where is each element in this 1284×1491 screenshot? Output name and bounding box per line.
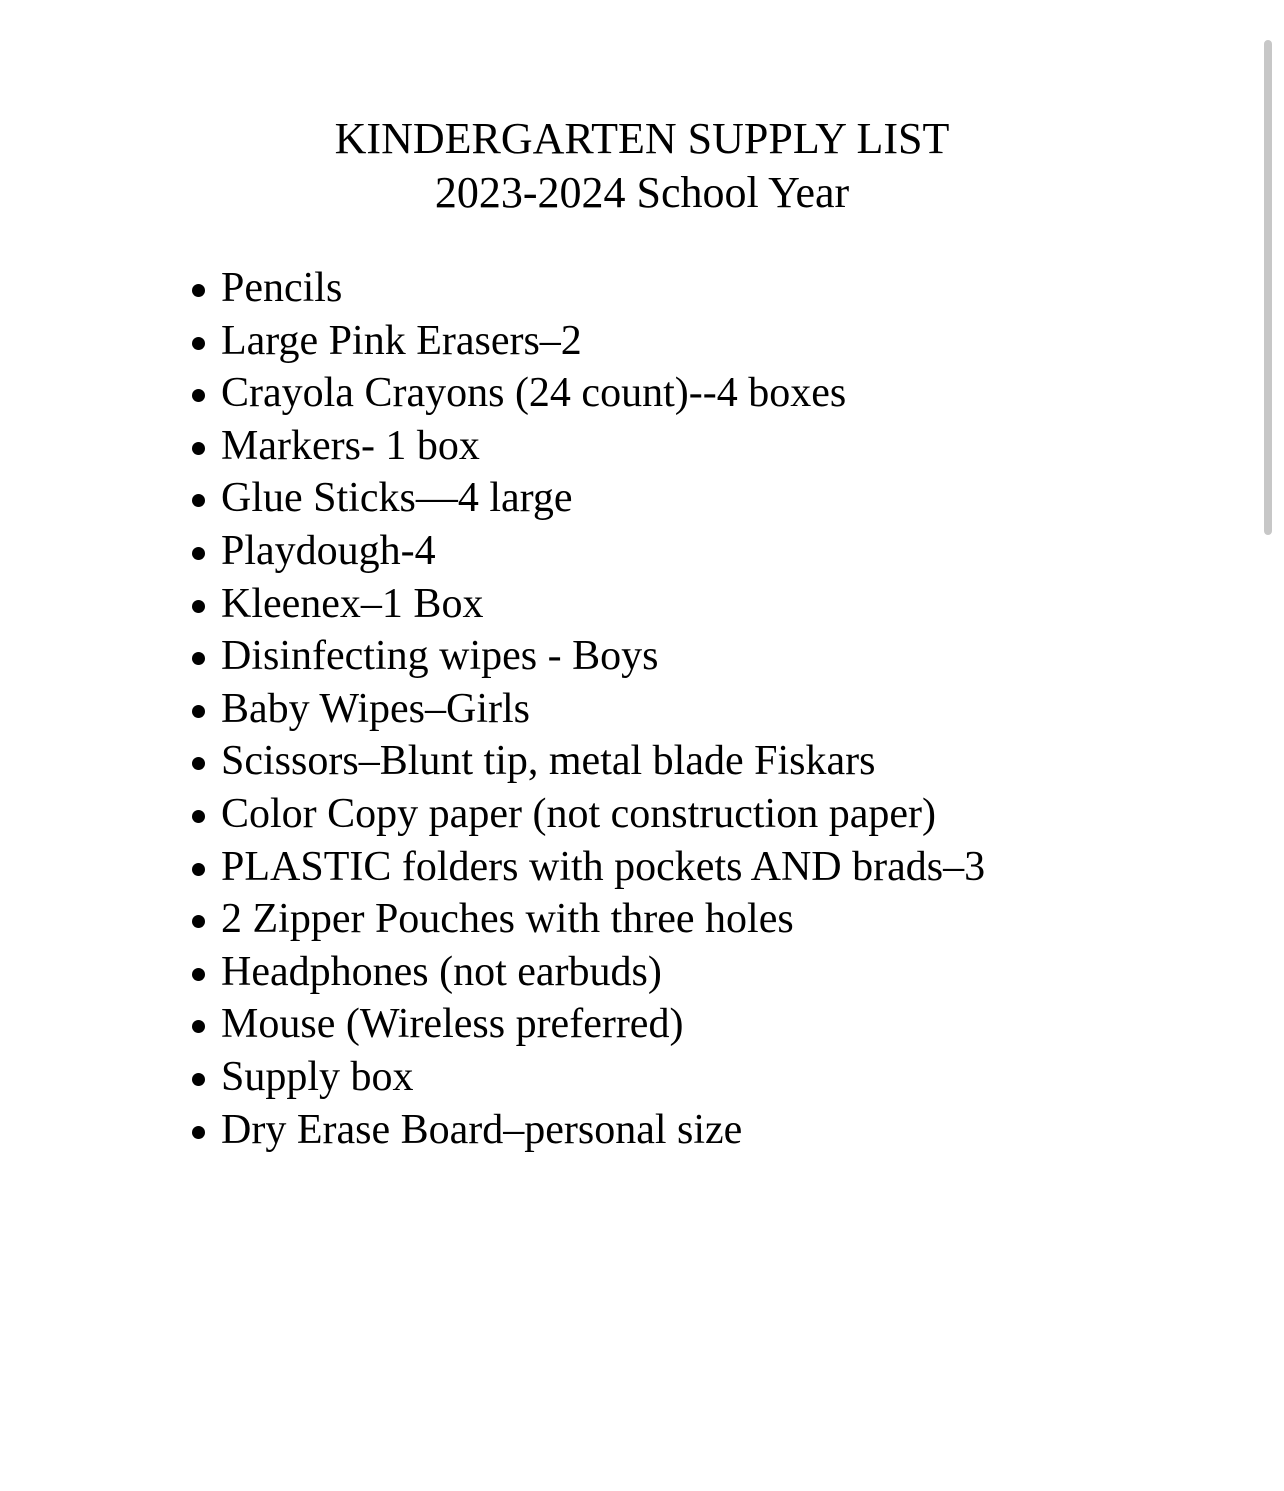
list-item-text: Headphones (not earbuds): [221, 948, 662, 995]
list-item-text: Dry Erase Board–personal size: [221, 1106, 743, 1153]
list-item: [190, 893, 985, 946]
list-item: [190, 735, 985, 788]
bullet-icon: [192, 968, 205, 981]
list-item-text: Glue Sticks—4 large: [221, 475, 573, 522]
bullet-icon: [192, 915, 205, 928]
list-item: [190, 525, 985, 578]
list-item: [190, 998, 985, 1051]
bullet-icon: [192, 863, 205, 876]
supply-list: [190, 262, 985, 1156]
list-item: [190, 630, 985, 683]
list-item: [190, 578, 985, 631]
document-title: KINDERGARTEN SUPPLY LIST: [334, 114, 950, 163]
list-item-text: PLASTIC folders with pockets AND brads–3: [221, 843, 986, 890]
list-item-text: Supply box: [221, 1053, 414, 1100]
list-item: [190, 683, 985, 736]
list-item: [190, 420, 985, 473]
bullet-icon: [192, 705, 205, 718]
bullet-icon: [192, 810, 205, 823]
bullet-icon: [192, 284, 205, 297]
document-header: [0, 112, 1284, 220]
list-item-text: Scissors–Blunt tip, metal blade Fiskars: [221, 738, 876, 785]
document-subtitle: 2023-2024 School Year: [434, 168, 850, 217]
list-item-text: 2 Zipper Pouches with three holes: [221, 896, 794, 943]
list-item-text: Kleenex–1 Box: [221, 580, 484, 627]
list-item-text: Playdough-4: [221, 527, 436, 574]
bullet-icon: [192, 547, 205, 560]
bullet-icon: [192, 1073, 205, 1086]
vertical-scrollbar[interactable]: [1264, 40, 1272, 535]
list-item: [190, 841, 985, 894]
list-item-text: Disinfecting wipes - Boys: [221, 633, 659, 680]
list-item-text: Markers- 1 box: [221, 422, 480, 469]
list-item-text: Mouse (Wireless preferred): [221, 1001, 684, 1048]
list-item-text: Pencils: [221, 265, 343, 311]
list-item: [190, 367, 985, 420]
list-item-text: Large Pink Erasers–2: [221, 317, 582, 364]
list-item: [190, 1104, 985, 1157]
bullet-icon: [192, 1020, 205, 1033]
bullet-icon: [192, 1126, 205, 1139]
bullet-icon: [192, 600, 205, 613]
list-item: [190, 315, 985, 368]
bullet-icon: [192, 652, 205, 665]
bullet-icon: [192, 442, 205, 455]
list-item: [190, 472, 985, 525]
list-item-text: Crayola Crayons (24 count)--4 boxes: [221, 370, 847, 417]
bullet-icon: [192, 389, 205, 402]
list-item: [190, 788, 985, 841]
bullet-icon: [192, 337, 205, 350]
list-item: [190, 1051, 985, 1104]
list-item: [190, 262, 985, 315]
list-item: [190, 946, 985, 999]
list-item-text: Baby Wipes–Girls: [221, 685, 531, 732]
bullet-icon: [192, 494, 205, 507]
list-item-text: Color Copy paper (not construction paper): [221, 790, 936, 837]
bullet-icon: [192, 757, 205, 770]
